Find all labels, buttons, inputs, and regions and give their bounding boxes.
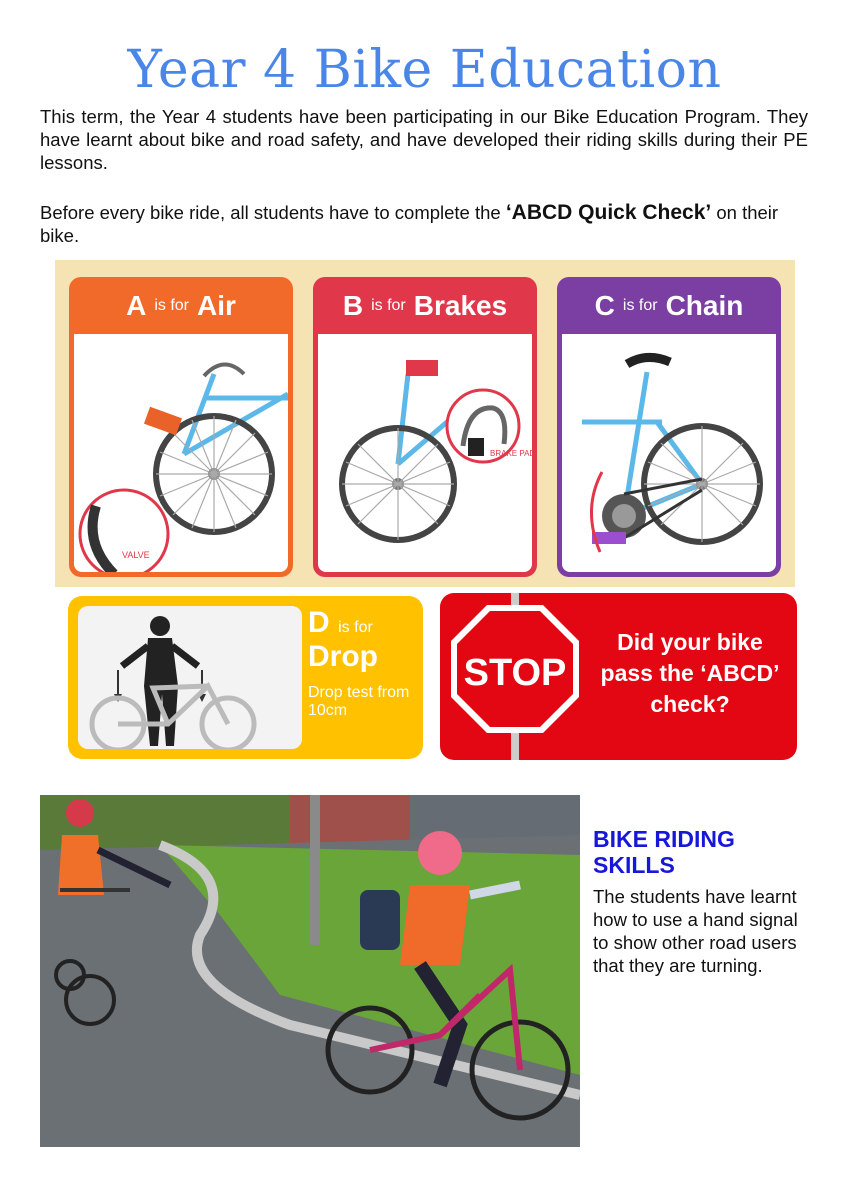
- card-brakes: [313, 277, 537, 577]
- check-lead: Before every bike ride, all students have to complete the: [40, 202, 501, 223]
- drop-subtitle: Drop test from 10cm: [308, 684, 410, 719]
- card-air-isfor: is for: [154, 296, 189, 314]
- stop-question: Did your bike pass the ‘ABCD’ check?: [600, 629, 780, 717]
- drop-illustration: [78, 606, 302, 749]
- stop-sign-text: STOP: [463, 652, 567, 694]
- chain-icon: [562, 334, 776, 572]
- drop-header: [308, 606, 423, 674]
- stop-sign-icon: [445, 593, 585, 760]
- card-drop-word: Drop: [308, 640, 378, 673]
- card-brakes-word: Brakes: [413, 289, 508, 321]
- card-chain-illustration: [562, 334, 776, 572]
- stop-card: [440, 593, 797, 760]
- card-air-illustration: [74, 334, 288, 572]
- page-title: Year 4 Bike Education: [127, 40, 722, 100]
- card-brakes-header: [313, 277, 537, 334]
- card-drop: [68, 596, 423, 759]
- valve-label: VALVE: [122, 550, 150, 560]
- card-brakes-letter: B: [342, 289, 364, 321]
- card-drop-isfor: is for: [338, 619, 373, 636]
- skills-text: The students have learnt how to use a hand signal to show other road users that they are turning.: [593, 886, 798, 976]
- card-chain: [557, 277, 781, 577]
- photo-scene: [40, 795, 580, 1147]
- card-air-header: [69, 277, 293, 334]
- check-paragraph: [40, 201, 808, 247]
- intro-paragraph: This term, the Year 4 students have been participating in our Bike Education Program. They have learnt about bike and road safety, and have developed their riding skills during their PE lessons.: [40, 106, 808, 173]
- card-air: [69, 277, 293, 577]
- check-tail: on their bike.: [40, 202, 779, 246]
- card-brakes-isfor: is for: [371, 296, 406, 314]
- check-name: ‘ABCD Quick Check’: [505, 201, 712, 224]
- students-riding-photo: [40, 795, 580, 1147]
- card-chain-word: Chain: [665, 289, 744, 321]
- card-air-letter: A: [126, 289, 147, 321]
- card-drop-letter: D: [308, 606, 330, 639]
- abcd-panel: [55, 260, 795, 587]
- card-chain-letter: C: [594, 289, 615, 321]
- bike-wheel-icon: [74, 334, 288, 572]
- skills-heading: BIKE RIDING SKILLS: [593, 826, 735, 878]
- brake-icon: [318, 334, 532, 572]
- card-chain-header: [557, 277, 781, 334]
- card-chain-isfor: is for: [622, 296, 658, 314]
- card-brakes-illustration: [318, 334, 532, 572]
- card-air-word: Air: [197, 289, 236, 321]
- brake-pad-label: BRAKE PAD: [490, 449, 532, 458]
- drop-bike-icon: [78, 606, 302, 749]
